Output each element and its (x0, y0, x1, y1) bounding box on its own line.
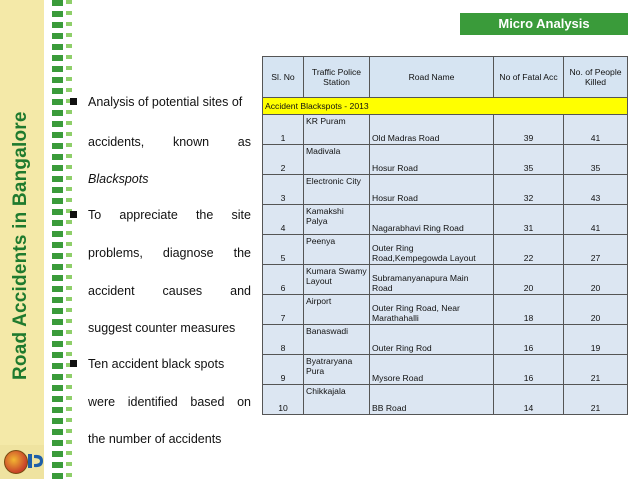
cell-road: BB Road (370, 385, 494, 415)
cell-sl: 4 (263, 205, 304, 235)
cell-sl: 2 (263, 145, 304, 175)
cell-killed: 41 (564, 205, 628, 235)
table-row (263, 145, 628, 175)
word: known (172, 135, 210, 149)
cell-road: Outer Ring Road,Kempegowda Layout (370, 235, 494, 265)
word: To (88, 208, 102, 222)
cell-station: Banaswadi (304, 325, 370, 355)
word: accidents, (88, 135, 145, 149)
cell-killed: 41 (564, 115, 628, 145)
cell-station: Peenya (304, 235, 370, 265)
table-row (263, 175, 628, 205)
cell-road: Mysore Road (370, 355, 494, 385)
cell-killed: 21 (564, 385, 628, 415)
table-title: Accident Blackspots - 2013 (263, 98, 628, 115)
cell-fatal: 35 (494, 145, 564, 175)
word: identified (127, 395, 178, 409)
cell-station: Airport (304, 295, 370, 325)
word: diagnose (162, 246, 214, 260)
bullet-2-line-1 (88, 205, 251, 225)
cell-killed: 19 (564, 325, 628, 355)
cell-road: Subramanyanapura Main Road (370, 265, 494, 295)
cell-sl: 10 (263, 385, 304, 415)
word: the (195, 208, 214, 222)
header-road-name: Road Name (370, 57, 494, 98)
table-row (263, 205, 628, 235)
bullet-3-line-1: Ten accident black spots (88, 357, 225, 371)
cell-road: Old Madras Road (370, 115, 494, 145)
word: based (190, 395, 225, 409)
table-row (263, 385, 628, 415)
header-people-killed: No. of People Killed (564, 57, 628, 98)
decorative-dashes (52, 0, 63, 479)
decorative-dashes-light (66, 0, 72, 479)
table-title-row (263, 98, 628, 115)
cell-road: Outer Ring Road, Near Marathahalli (370, 295, 494, 325)
header-station: Traffic Police Station (304, 57, 370, 98)
bullet-square-icon (70, 360, 77, 367)
bullet-2-line-4: suggest counter measures (88, 321, 236, 335)
word: accident (88, 284, 135, 298)
word: as (237, 135, 251, 149)
cell-sl: 9 (263, 355, 304, 385)
cell-killed: 43 (564, 175, 628, 205)
cell-road: Hosur Road (370, 175, 494, 205)
cell-road: Outer Ring Rod (370, 325, 494, 355)
word: were (88, 395, 116, 409)
cell-fatal: 31 (494, 205, 564, 235)
cell-killed: 20 (564, 265, 628, 295)
cell-station: Chikkajala (304, 385, 370, 415)
table-row (263, 355, 628, 385)
cell-fatal: 39 (494, 115, 564, 145)
sidebar-title: Road Accidents in Bangalore (10, 111, 31, 380)
table-row (263, 115, 628, 145)
organization-logo (27, 452, 45, 470)
section-badge: Micro Analysis (460, 13, 628, 35)
cell-station: Byatraryana Pura (304, 355, 370, 385)
cell-station: Kamakshi Palya (304, 205, 370, 235)
cell-fatal: 32 (494, 175, 564, 205)
header-fatal-acc: No of Fatal Acc (494, 57, 564, 98)
cell-sl: 7 (263, 295, 304, 325)
word: causes (162, 284, 203, 298)
cell-fatal: 20 (494, 265, 564, 295)
cell-sl: 5 (263, 235, 304, 265)
cell-station: Kumara Swamy Layout (304, 265, 370, 295)
cell-killed: 20 (564, 295, 628, 325)
table-row (263, 235, 628, 265)
bullet-3-line-2 (88, 392, 251, 412)
bullet-3-line-3: the number of accidents (88, 432, 222, 446)
cell-fatal: 22 (494, 235, 564, 265)
bullet-square-icon (70, 211, 77, 218)
cell-sl: 6 (263, 265, 304, 295)
cell-station: Electronic City (304, 175, 370, 205)
bullet-square-icon (70, 98, 77, 105)
bullet-1-line-2 (88, 132, 251, 152)
bullet-1-line-1: Analysis of potential sites of (88, 95, 243, 109)
bullet-1-line-3: Blackspots (88, 172, 149, 186)
cell-station: Madivala (304, 145, 370, 175)
cell-fatal: 18 (494, 295, 564, 325)
cell-station: KR Puram (304, 115, 370, 145)
cell-fatal: 14 (494, 385, 564, 415)
cell-road: Hosur Road (370, 145, 494, 175)
bullet-2-line-2 (88, 243, 251, 263)
cell-fatal: 16 (494, 325, 564, 355)
cell-sl: 3 (263, 175, 304, 205)
cell-fatal: 16 (494, 355, 564, 385)
emblem-logo (4, 450, 28, 474)
cell-sl: 1 (263, 115, 304, 145)
word: appreciate (119, 208, 178, 222)
table-header-row (263, 57, 628, 98)
blackspots-table (262, 56, 628, 415)
cell-killed: 21 (564, 355, 628, 385)
word: on (237, 395, 251, 409)
bullet-2-line-3 (88, 281, 251, 301)
word: problems, (88, 246, 143, 260)
cell-road: Nagarabhavi Ring Road (370, 205, 494, 235)
table-row (263, 295, 628, 325)
cell-killed: 35 (564, 145, 628, 175)
cell-killed: 27 (564, 235, 628, 265)
word: the (233, 246, 251, 260)
cell-sl: 8 (263, 325, 304, 355)
table-row (263, 325, 628, 355)
header-sl-no: Sl. No (263, 57, 304, 98)
word: and (230, 284, 251, 298)
table-row (263, 265, 628, 295)
word: site (231, 208, 251, 222)
